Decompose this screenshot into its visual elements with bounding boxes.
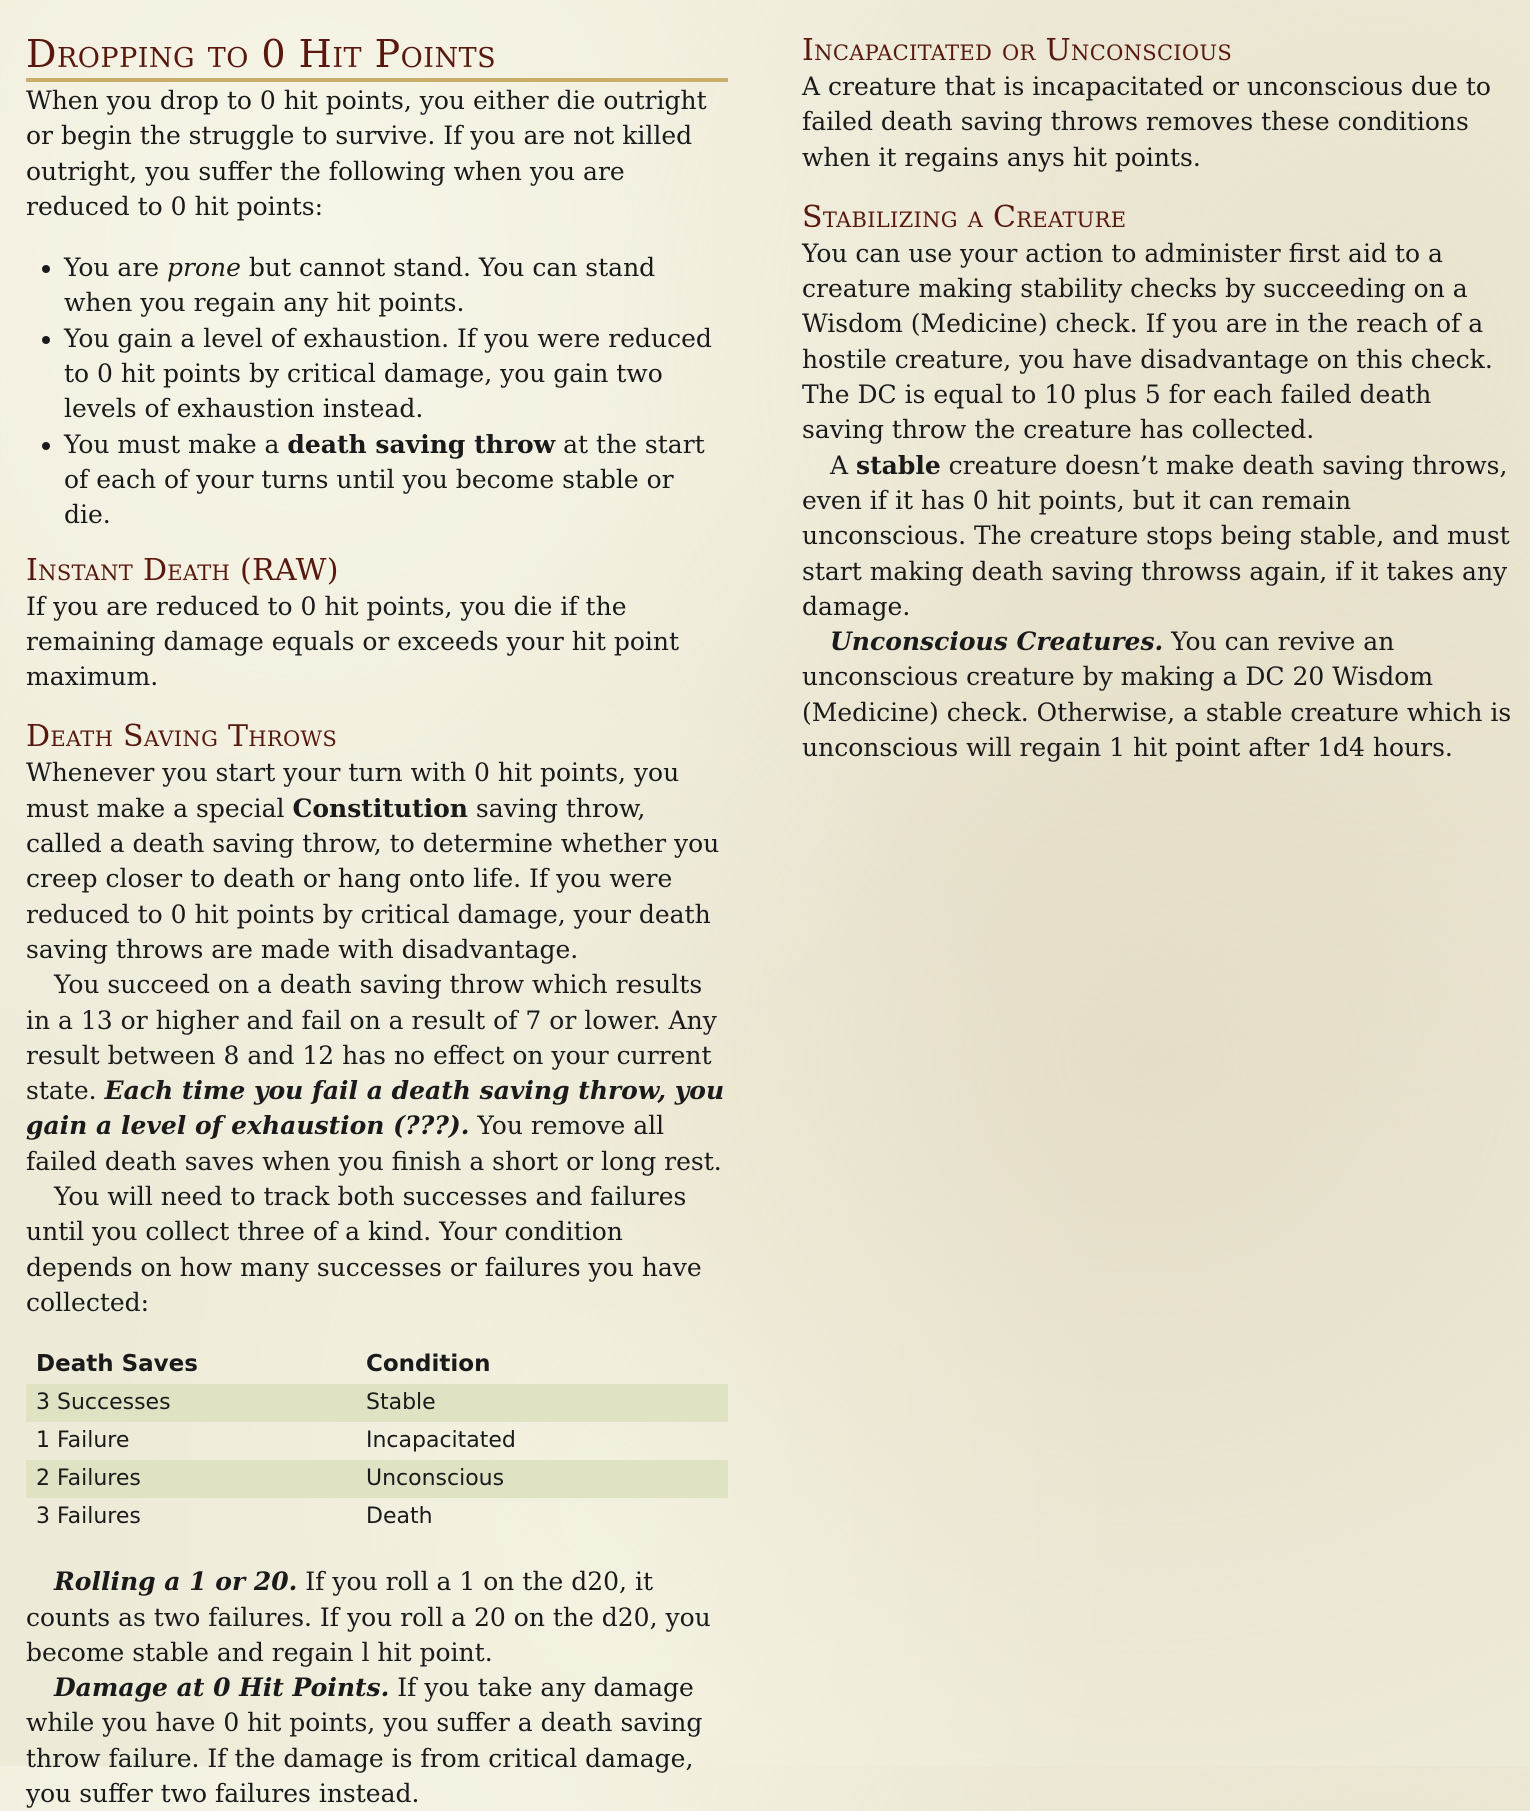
incapacitated-heading: Incapacitated or Unconscious [802,33,1233,68]
effects-list [26,250,728,532]
death-saving-throws-heading: Death Saving Throws [26,719,338,755]
table-row: 3 Failures Death [36,1504,433,1530]
death-saving-throw-term: death saving throw [287,429,556,459]
dst-paragraph-3: You will need to track both successes and failures until you collect three of a kind. Your condition depends on how many successes or failures you have collected: [26,1182,702,1317]
dst-paragraph-1: Whenever you start your turn with 0 hit points, you must make a special Constitution saving throw, called a death saving throw, to determine whether you creep closer to death or hang onto life. If you were reduced to 0 hit points by critical damage, your death saving throws are made with disadvantage. [26,758,720,964]
damage-paragraph: Damage at 0 Hit Points. If you take any damage while you have 0 hit points, you suffer a death saving throw failure. If the damage is from critical damage, you suffer two failures instead. [26,1673,703,1808]
dst-paragraph-2: You succeed on a death saving throw which results in a 13 or higher and fail on a result of 7 or lower. Any result between 8 and 12 has no effect on your current state. Each time you fail a death saving throw, you gain a level of exhaustion (???). You remove all failed death saves when you finish a short or long rest. [26,970,725,1176]
right-column [802,0,1512,765]
stabilizing-paragraph-2: A stable creature doesn’t make death saving throws, even if it has 0 hit points, but it can remain unconscious. The creature stops being stable, and must start making death saving throwss again, if it takes any damage. [802,450,1510,621]
incapacitated-paragraph: A creature that is incapacitated or unconscious due to failed death saving throws removes these conditions when it regains anys hit points. [802,72,1491,172]
stabilizing-heading: Stabilizing a Creature [802,199,1127,235]
unconscious-paragraph: Unconscious Creatures. You can revive an unconscious creature by making a DC 20 Wisdom (Medicine) check. Otherwise, a stable creature which is unconscious will regain 1 hit point after 1d4 hours. [802,627,1512,763]
instant-death-heading: Instant Death (RAW) [26,552,339,588]
list-item: • You are prone but cannot stand. You can stand when you regain any hit points. [64,250,728,321]
death-saves-table [26,1340,728,1536]
stabilizing-paragraph-1: You can use your action to administer first aid to a creature making stability checks by succeeding on a Wisdom (Medicine) check. If you are in the reach of a hostile creature, you have disadvantage on this check. The DC is equal to 10 plus 5 for each failed death saving throw the creature has collected. [802,238,1493,445]
table-header-row [26,1340,728,1384]
list-item: • You gain a level of exhaustion. If you were reduced to 0 hit points by critical damage, you gain two levels of exhaustion instead. [64,321,728,427]
table-row: 2 Failures Unconscious [26,1460,728,1498]
column-header-condition: Condition [366,1351,491,1378]
table-row: 1 Failure Incapacitated [36,1428,516,1454]
list-item: • You must make a death saving throw at the start of each of your turns until you become stable or die. [64,427,728,533]
prone-term: prone [167,253,241,283]
intro-paragraph: When you drop to 0 hit points, you either die outright or begin the struggle to survive. If you are not killed outright, you suffer the following when you are reduced to 0 hit points: [26,86,707,221]
column-header-death-saves: Death Saves [36,1351,198,1378]
left-column [26,0,728,1811]
rolling-paragraph: Rolling a 1 or 20. If you roll a 1 on the d20, it counts as two failures. If you roll a 20 on the d20, you become stable and regain l hit point. [26,1567,711,1667]
page-title: Dropping to 0 Hit Points [26,0,728,82]
table-row: 3 Successes Stable [26,1384,728,1422]
instant-death-paragraph: If you are reduced to 0 hit points, you die if the remaining damage equals or exceeds your hit point maximum. [26,591,680,692]
